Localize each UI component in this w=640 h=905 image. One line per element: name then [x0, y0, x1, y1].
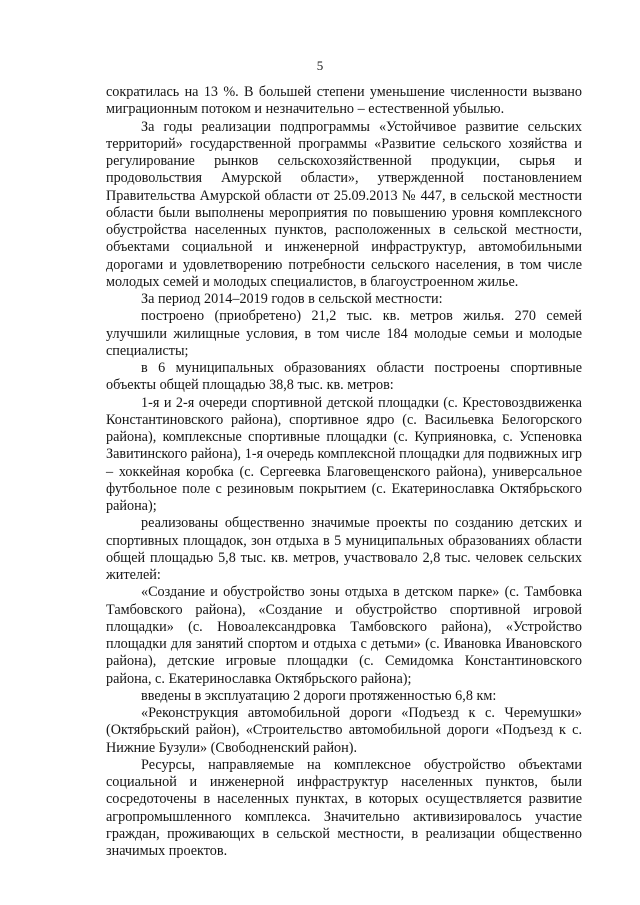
paragraph-roads-list: «Реконструкция автомобильной дороги «Подъезд к с. Черемушки» (Октябрьский район), «Строительство автомобильной дороги «Подъезд к с. Нижние Бузули» (Свободненский район).: [106, 705, 582, 756]
paragraph-public-projects: реализованы общественно значимые проекты по созданию детских и спортивных площадок, зон отдыха в 5 муниципальных образованиях области общей площадью 5,8 тыс. кв. метров, участвовало 2,8 тыс. человек сельских жителей:: [106, 515, 582, 583]
paragraph-period-intro: За период 2014–2019 годов в сельской местности:: [141, 291, 443, 307]
paragraph-subprogram-results: За годы реализации подпрограммы «Устойчивое развитие сельских территорий» государственной программы «Развитие сельского хозяйства и регулирование рынков сельскохозяйственной продукции, сырья и продовольствия Амурской области», утвержденной постановлением Правительства Амурской области от 25.09.2013 № 447, в сельской местности области были выполнены мероприятия по повышению уровня комплексного обустройства населенных пунктов, расположенных в сельской местности, объектами социальной и инженерной инфраструктур, автомобильными дорогами и удовлетворению потребности сельского населения, в том числе молодых семей и молодых специалистов, в благоустроенном жилье.: [106, 118, 582, 290]
document-body: [106, 84, 582, 860]
paragraph-sports-facilities: в 6 муниципальных образованиях области построены спортивные объекты общей площадью 38,8 тыс. кв. метров:: [106, 360, 582, 394]
page-number: 5: [316, 58, 324, 73]
paragraph-public-projects-list: «Создание и обустройство зоны отдыха в детском парке» (с. Тамбовка Тамбовского района), «Создание и обустройство спортивной игровой площадки» (с. Новоалександровка Тамбовского района), «Устройство площадки для занятий спортом и отдыха с детьми» (с. Ивановка Ивановского района), детские игровые площадки (с. Семидомка Константиновского района, с. Екатеринославка Октябрьского района);: [106, 584, 582, 687]
paragraph-sports-facilities-list: 1-я и 2-я очереди спортивной детской площадки (с. Крестовоздвиженка Константиновского района), спортивное ядро (с. Васильевка Белогорского района), комплексные спортивные площадки (с. Куприяновка, с. Успеновка Завитинского района), 1-я очередь комплексной площадки для подвижных игр – хоккейная коробка (с. Сергеевка Благовещенского района), универсальное футбольное поле с резиновым покрытием (с. Екатеринославка Октябрьского района);: [106, 394, 582, 514]
paragraph-housing: построено (приобретено) 21,2 тыс. кв. метров жилья. 270 семей улучшили жилищные условия, в том числе 184 молодые семьи и молодые специалисты;: [106, 308, 582, 359]
paragraph-resources: Ресурсы, направляемые на комплексное обустройство объектами социальной и инженерной инфраструктур населенных пунктов, были сосредоточены в населенных пунктах, в которых осуществляется развитие агропромышленного комплекса. Значительно активизировалось участие граждан, проживающих в сельской местности, в реализации общественно значимых проектов.: [106, 756, 582, 859]
paragraph-roads: введены в эксплуатацию 2 дороги протяженностью 6,8 км:: [141, 687, 497, 704]
paragraph-population-decline: сократилась на 13 %. В большей степени уменьшение численности вызвано миграционным потоком и незначительно – естественной убылью.: [106, 84, 582, 118]
